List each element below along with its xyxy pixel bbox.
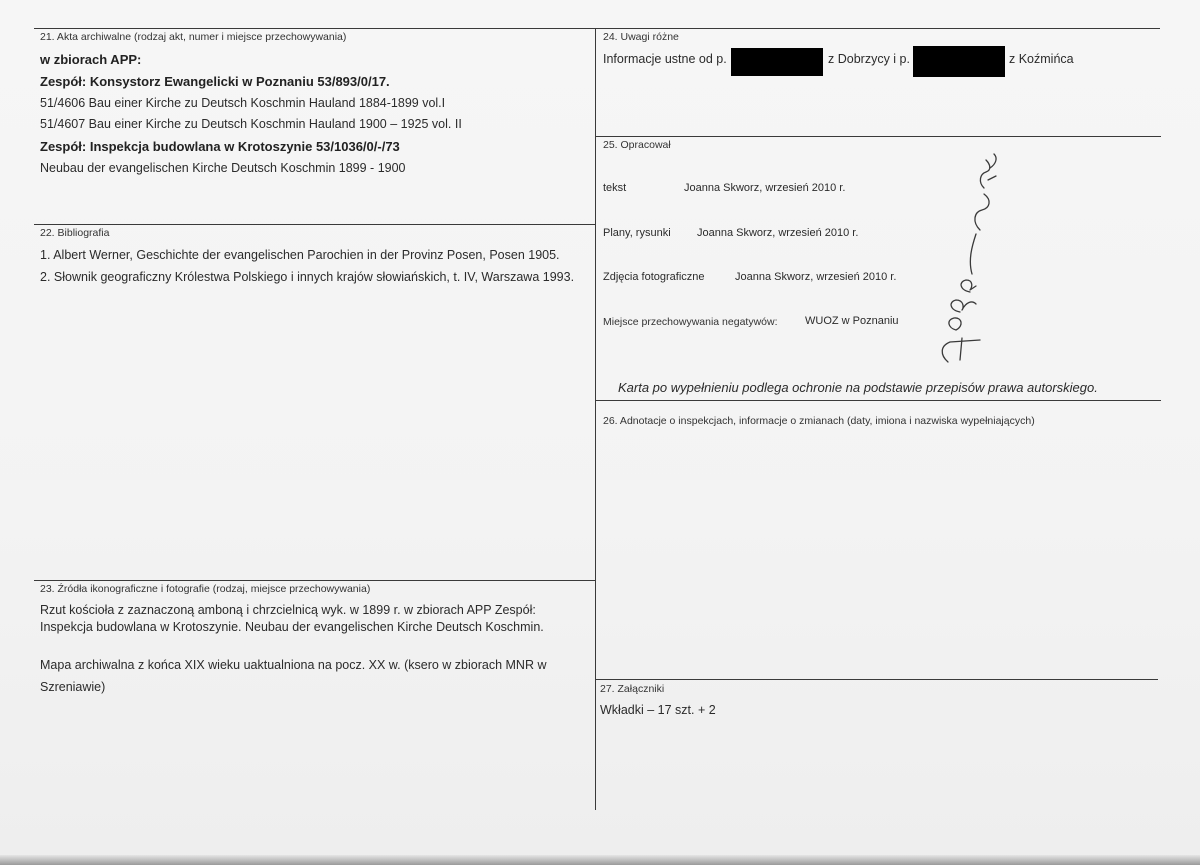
handwritten-signature <box>920 150 1010 370</box>
sec24-text-part2: z Dobrzycy i p. <box>828 52 910 66</box>
rule-23 <box>34 580 596 581</box>
sec22-line1: 1. Albert Werner, Geschichte der evangelischen Parochien in der Provinz Posen, Posen 1905. <box>40 248 560 262</box>
sec23-line2: Inspekcja budowlana w Krotoszynie. Neubau der evangelischen Kirche Deutsch Koschmin. <box>40 620 544 634</box>
card-bottom-edge <box>0 855 1200 865</box>
sec25-zdjecia-label: Zdjęcia fotograficzne <box>603 271 705 283</box>
sec21-label: 21. Akta archiwalne (rodzaj akt, numer i miejsce przechowywania) <box>40 31 347 43</box>
sec25-plany-label: Plany, rysunki <box>603 227 671 239</box>
rule-25 <box>596 136 1161 137</box>
sec23-line3: Mapa archiwalna z końca XIX wieku uaktualniona na pocz. XX w. (ksero w zbiorach MNR w <box>40 658 547 672</box>
copyright-notice: Karta po wypełnieniu podlega ochronie na podstawie przepisów prawa autorskiego. <box>618 380 1098 395</box>
sec26-label: 26. Adnotacje o inspekcjach, informacje o zmianach (daty, imiona i nazwiska wypełniających) <box>603 415 1035 427</box>
sec21-line1: w zbiorach APP: <box>40 52 142 67</box>
rule-22 <box>34 224 596 225</box>
sec25-negatywy-value: WUOZ w Poznaniu <box>805 315 899 327</box>
sec25-label: 25. Opracował <box>603 139 671 151</box>
sec21-line3: 51/4606 Bau einer Kirche zu Deutsch Koschmin Hauland 1884-1899 vol.I <box>40 96 446 110</box>
sec23-label: 23. Źródła ikonograficzne i fotografie (rodzaj, miejsce przechowywania) <box>40 583 371 595</box>
sec25-plany-value: Joanna Skworz, wrzesień 2010 r. <box>697 227 859 239</box>
sec22-line2: 2. Słownik geograficzny Królestwa Polskiego i innych krajów słowiańskich, t. IV, Warszawa 1993. <box>40 270 575 284</box>
sec25-tekst-value: Joanna Skworz, wrzesień 2010 r. <box>684 182 846 194</box>
sec24-label: 24. Uwagi różne <box>603 31 679 43</box>
sec23-line1: Rzut kościoła z zaznaczoną amboną i chrzcielnicą wyk. w 1899 r. w zbiorach APP Zespół: <box>40 603 536 617</box>
sec25-negatywy-label: Miejsce przechowywania negatywów: <box>603 316 778 328</box>
top-rule <box>34 28 1160 29</box>
sec25-zdjecia-value: Joanna Skworz, wrzesień 2010 r. <box>735 271 897 283</box>
sec27-value: Wkładki – 17 szt. + 2 <box>600 703 716 717</box>
center-divider <box>595 28 596 810</box>
sec21-line2: Zespół: Konsystorz Ewangelicki w Poznaniu 53/893/0/17. <box>40 74 390 89</box>
rule-27 <box>596 679 1158 680</box>
sec27-label: 27. Załączniki <box>600 683 665 695</box>
sec24-text-part3: z Koźmińca <box>1009 52 1074 66</box>
rule-26 <box>596 400 1161 401</box>
sec21-line5: Zespół: Inspekcja budowlana w Krotoszynie 53/1036/0/-/73 <box>40 139 400 154</box>
sec24-text-part1: Informacje ustne od p. <box>603 52 727 66</box>
redaction-block-2 <box>913 46 1005 77</box>
sec23-line4: Szreniawie) <box>40 680 106 694</box>
sec21-line6: Neubau der evangelischen Kirche Deutsch Koschmin 1899 - 1900 <box>40 161 406 175</box>
sec22-label: 22. Bibliografia <box>40 227 110 239</box>
redaction-block-1 <box>731 48 823 76</box>
sec21-line4: 51/4607 Bau einer Kirche zu Deutsch Koschmin Hauland 1900 – 1925 vol. II <box>40 117 462 131</box>
sec25-tekst-label: tekst <box>603 182 627 194</box>
